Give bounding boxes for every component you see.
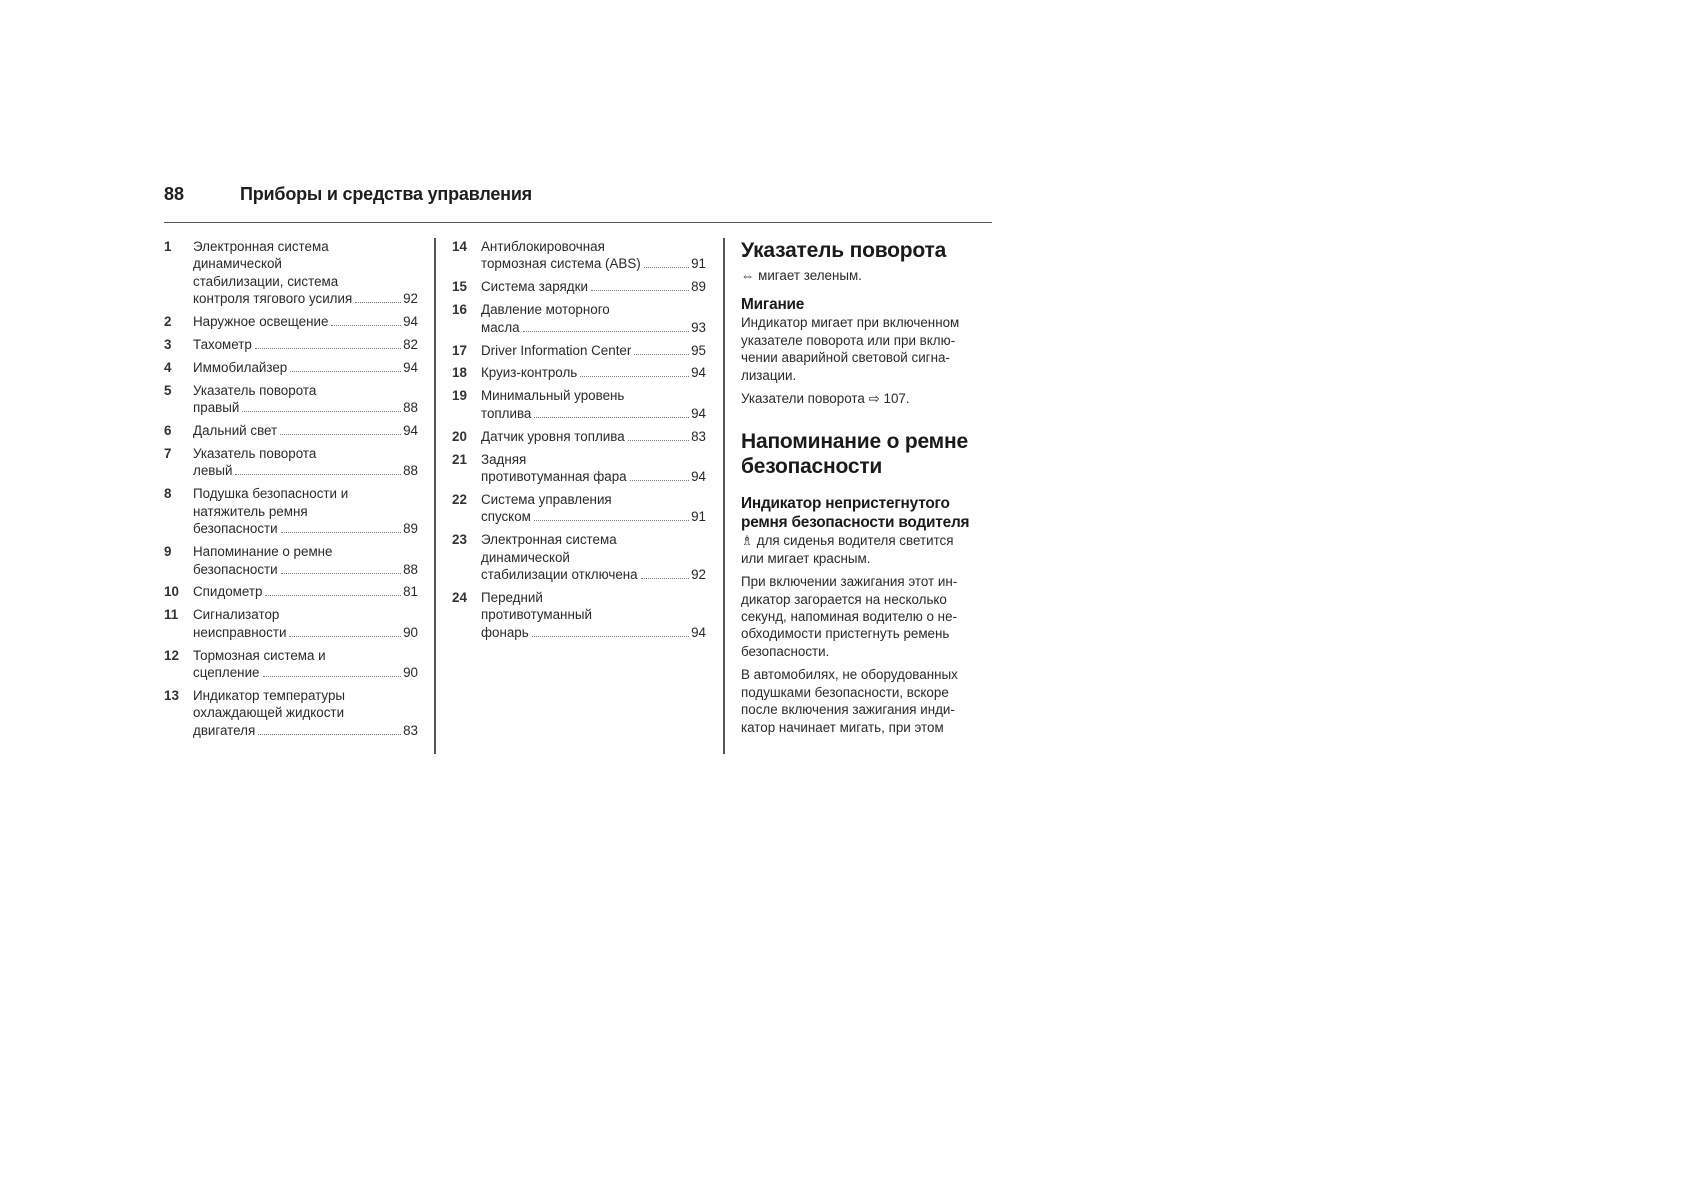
item-number: 13: [164, 687, 179, 703]
item-number: 2: [164, 314, 172, 330]
item-text: неисправности: [193, 624, 287, 640]
seatbelt-subheading-line: Индикатор непристегнутого: [741, 495, 950, 513]
item-text: Система зарядки: [481, 279, 588, 295]
item-number: 10: [164, 584, 179, 600]
page-reference: 92: [691, 567, 706, 582]
item-number: 3: [164, 337, 172, 353]
page-reference: 94: [691, 365, 706, 381]
item-text: Тормозная система и: [193, 647, 326, 663]
page-reference: 83: [403, 722, 418, 738]
item-text: Тахометр: [193, 337, 252, 353]
item-text: Спидометр: [193, 584, 263, 600]
reference-text: Указатели поворота: [741, 391, 865, 407]
dot-leader: [634, 354, 689, 355]
list-item: [164, 336, 418, 353]
column-divider: [723, 238, 725, 754]
item-text: Антиблокировочная: [481, 239, 605, 254]
seatbelt-heading-line: Напоминание о ремне: [741, 430, 968, 454]
seatbelt-subheading-line: ремня безопасности водителя: [741, 514, 970, 532]
dot-leader: [644, 267, 689, 268]
item-text: Наружное освещение: [193, 314, 329, 330]
list-item: [164, 647, 418, 682]
page-reference-arrow-icon: ⇨: [868, 391, 880, 407]
list-item: [452, 342, 706, 359]
page-header: [164, 184, 992, 224]
item-text: правый: [193, 400, 240, 416]
turn-signal-section: [741, 238, 999, 407]
item-text: безопасности: [193, 561, 278, 577]
item-text: масла: [481, 319, 520, 335]
item-number: 23: [452, 532, 467, 548]
item-text: Система управления: [481, 491, 612, 507]
right-column: [741, 238, 999, 736]
item-number: 9: [164, 544, 172, 560]
item-number: 12: [164, 647, 179, 663]
dot-leader: [289, 636, 401, 637]
list-item: [164, 543, 418, 578]
list-item: [164, 583, 418, 600]
turn-signal-para-line: Индикатор мигает при включенном: [741, 315, 960, 331]
column-divider: [434, 238, 436, 754]
page-reference: 89: [691, 279, 706, 295]
item-text: Напоминание о ремне: [193, 544, 333, 560]
item-number: 16: [452, 302, 467, 318]
item-text: Передний: [481, 589, 543, 605]
dot-leader: [263, 676, 402, 677]
list-item: [164, 359, 418, 376]
item-text: левый: [193, 463, 233, 479]
item-text: стабилизации, система: [193, 273, 339, 289]
item-text: сцепление: [193, 665, 260, 681]
header-divider: [164, 222, 992, 223]
item-number: 11: [164, 607, 179, 623]
seatbelt-para-line: или мигает красным.: [741, 550, 871, 566]
dot-leader: [591, 290, 689, 291]
dot-leader: [630, 480, 689, 481]
page-reference: 81: [403, 584, 418, 600]
page-reference: 94: [403, 314, 418, 330]
page-reference: 91: [691, 509, 706, 525]
seatbelt-warning-icon: ♗: [741, 533, 754, 549]
item-text: спуском: [481, 509, 531, 525]
item-text: Driver Information Center: [481, 342, 632, 358]
seatbelt-para-line: секунд, напоминая водителю о не-: [741, 609, 957, 625]
dot-leader: [281, 532, 401, 533]
dot-leader: [331, 325, 401, 326]
dot-leader: [255, 348, 401, 349]
item-number: 19: [452, 388, 467, 404]
dot-leader: [290, 371, 401, 372]
dot-leader: [280, 434, 401, 435]
page-reference: 88: [403, 463, 418, 479]
seatbelt-para-line: для сиденья водителя светится: [756, 533, 954, 549]
item-text: Электронная система: [481, 532, 617, 548]
turn-signal-arrows-icon: ⇔: [741, 268, 755, 283]
list-item: [164, 238, 418, 308]
page-reference: 91: [691, 256, 706, 272]
list-item: [164, 382, 418, 417]
page-reference: 94: [691, 624, 706, 640]
seatbelt-para-line: катор начинает мигать, при этом: [741, 719, 944, 735]
section-title: Приборы и средства управления: [240, 184, 532, 204]
dot-leader: [265, 595, 401, 596]
list-item: [164, 687, 418, 739]
item-number: 1: [164, 239, 172, 254]
seatbelt-para-line: В автомобилях, не оборудованных: [741, 667, 958, 683]
indicator-list-middle: [452, 238, 706, 647]
seatbelt-para-line: дикатор загорается на несколько: [741, 591, 947, 607]
page-reference: 90: [403, 624, 418, 640]
list-item: [452, 451, 706, 486]
page-reference: 94: [403, 359, 418, 375]
item-text: Индикатор температуры: [193, 687, 346, 703]
item-number: 21: [452, 451, 467, 467]
list-item: [164, 422, 418, 439]
item-text: динамической: [193, 256, 282, 272]
page-reference: 93: [691, 319, 706, 335]
page-reference: 88: [403, 561, 418, 577]
seatbelt-para-line: безопасности.: [741, 643, 830, 659]
item-text: динамической: [481, 549, 570, 565]
item-number: 4: [164, 359, 172, 375]
item-text: Минимальный уровень: [481, 388, 625, 404]
dot-leader: [235, 474, 401, 475]
item-text: Подушка безопасности и: [193, 486, 349, 502]
seatbelt-section: [741, 429, 999, 735]
turn-signal-text: мигает зеленым.: [758, 268, 862, 283]
dot-leader: [580, 376, 689, 377]
list-item: [452, 387, 706, 422]
page-number: 88: [164, 184, 185, 204]
item-text: Указатель поворота: [193, 382, 317, 398]
item-number: 7: [164, 446, 172, 462]
page-reference: 95: [691, 342, 706, 358]
turn-signal-reference: [741, 390, 999, 407]
dot-leader: [534, 520, 689, 521]
item-number: 24: [452, 589, 467, 605]
item-text: противотуманный: [481, 607, 592, 623]
dot-leader: [641, 578, 689, 579]
blinking-subheading: Мигание: [741, 296, 805, 314]
item-number: 17: [452, 342, 467, 358]
page-reference: 94: [691, 405, 706, 421]
list-item: [452, 589, 706, 641]
list-item: [452, 531, 706, 583]
list-item: [164, 606, 418, 641]
list-item: [164, 445, 418, 480]
page-reference: 94: [691, 468, 706, 484]
item-text: стабилизации отключена: [481, 567, 638, 582]
list-item: [452, 428, 706, 445]
seatbelt-para-line: обходимости пристегнуть ремень: [741, 626, 950, 642]
reference-page: 107.: [883, 391, 910, 407]
dot-leader: [355, 302, 401, 303]
item-number: 18: [452, 365, 467, 381]
seatbelt-para-line: после включения зажигания инди-: [741, 702, 955, 718]
indicator-list-left: [164, 238, 418, 745]
item-text: Электронная система: [193, 239, 329, 254]
item-text: Круиз-контроль: [481, 365, 578, 381]
item-text: топлива: [481, 405, 532, 421]
item-number: 5: [164, 382, 172, 398]
seatbelt-para-line: При включении зажигания этот ин-: [741, 574, 958, 590]
dot-leader: [534, 417, 689, 418]
item-number: 20: [452, 428, 467, 444]
item-text: Давление моторного: [481, 302, 610, 318]
item-number: 15: [452, 279, 467, 295]
item-text: натяжитель ремня: [193, 503, 308, 519]
seatbelt-para-line: подушками безопасности, вскоре: [741, 684, 949, 700]
list-item: [452, 278, 706, 295]
dot-leader: [523, 331, 689, 332]
list-item: [452, 301, 706, 336]
list-item: [452, 238, 706, 273]
item-text: Задняя: [481, 451, 527, 467]
item-text: Датчик уровня топлива: [481, 428, 625, 444]
item-text: фонарь: [481, 624, 529, 640]
item-text: контроля тягового усилия: [193, 291, 353, 307]
seatbelt-heading-line: безопасности: [741, 455, 883, 479]
item-text: двигателя: [193, 722, 256, 738]
item-number: 14: [452, 239, 467, 254]
list-item: [164, 313, 418, 330]
item-text: Иммобилайзер: [193, 359, 288, 375]
item-number: 8: [164, 486, 172, 502]
item-text: тормозная система (ABS): [481, 256, 641, 272]
page-reference: 90: [403, 665, 418, 681]
turn-signal-heading: Указатель поворота: [741, 239, 947, 262]
item-number: 22: [452, 491, 467, 507]
dot-leader: [242, 411, 401, 412]
item-text: Дальний свет: [193, 423, 278, 439]
dot-leader: [258, 734, 401, 735]
page-reference: 89: [403, 521, 418, 537]
list-item: [164, 485, 418, 537]
dot-leader: [628, 440, 689, 441]
item-text: Сигнализатор: [193, 607, 280, 623]
list-item: [452, 491, 706, 526]
item-text: охлаждающей жидкости: [193, 705, 345, 721]
page-reference: 82: [403, 337, 418, 353]
page-reference: 94: [403, 423, 418, 439]
dot-leader: [281, 573, 401, 574]
page-reference: 83: [691, 428, 706, 444]
page-reference: 92: [403, 291, 418, 307]
dot-leader: [532, 636, 689, 637]
turn-signal-para-line: лизации.: [741, 367, 797, 383]
turn-signal-para-line: чении аварийной световой сигна-: [741, 350, 950, 366]
item-text: Указатель поворота: [193, 446, 317, 462]
item-text: безопасности: [193, 521, 278, 537]
turn-signal-para-line: указателе поворота или при вклю-: [741, 332, 956, 348]
list-item: [452, 364, 706, 381]
item-number: 6: [164, 423, 172, 439]
item-text: противотуманная фара: [481, 468, 627, 484]
page-reference: 88: [403, 400, 418, 416]
